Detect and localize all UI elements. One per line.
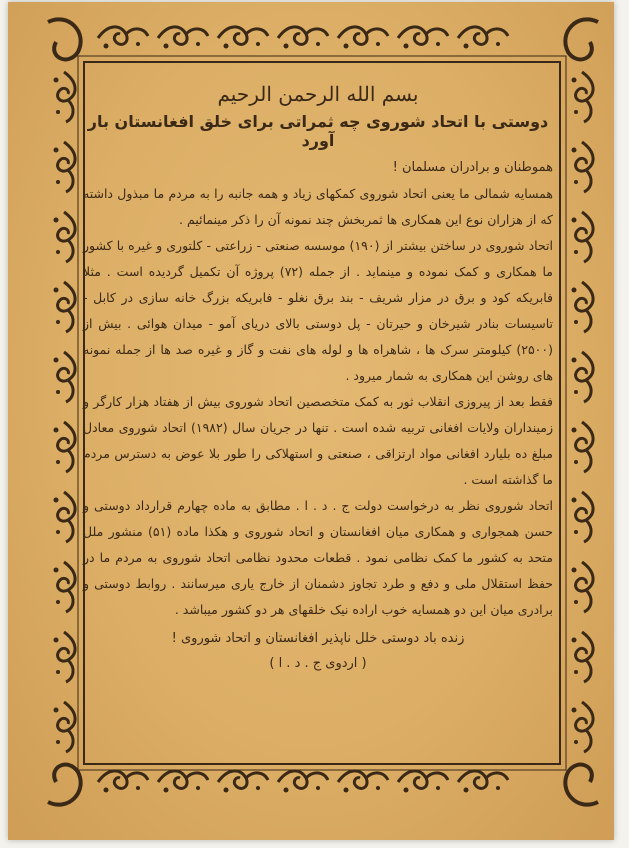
- closing-slogan: زنده باد دوستی خلل ناپذیر افغانستان و اتحاد شوروی !: [171, 631, 465, 646]
- leaflet-sheet: [8, 2, 614, 840]
- paragraph-4: اتحاد شوروی نظر به درخواست دولت ج . د . ا . مطابق به ماده چهارم قرارداد دوستی و حسن همجواری و همکاری میان افغانستان و اتحاد شوروی و هکذا ماده (۵۱) منشور ملل متحد به کشور ما کمک نظامی نمود . قطعات محدود نظامی اتحاد شوروی به مردم ما در حفظ استقلال ملی و دفع و طرد تجاوز دشمنان از خارج یاری میرسانند . روابط دوستی و برادری میان این دو همسایه خوب اراده نیک خلقهای هر دو کشور میباشد .: [83, 498, 553, 617]
- paragraph-3: فقط بعد از پیروزی انقلاب ثور به کمک متخصصین اتحاد شوروی بیش از هفتاد هزار کارگر و زمینداران ولایات افغانی تربیه شده است . تنها در جریان سال (۱۹۸۲) اتحاد شوروی معادل مبلغ ده بلیارد افغانی مواد ارتزاقی ، صنعتی و استهلاکی را طور بلا عوض به دسترس مردم ما گذاشته است .: [83, 394, 553, 487]
- signature: ( اردوی ج . د . ا ): [269, 656, 367, 671]
- bismillah-heading: بسم الله الرحمن الرحیم: [217, 82, 419, 106]
- leaflet-text: [83, 82, 553, 692]
- leaflet-title: دوستی با اتحاد شوروی چه ثمراتی برای خلق افغانستان بار آورد: [87, 112, 549, 150]
- paragraph-2: اتحاد شوروی در ساختن بیشتر از (۱۹۰) موسسه صنعتی - زراعتی - کلتوری و غیره با کشور ما همکاری و کمک نموده و مینماید . از جمله (۷۲) پروژه آن تکمیل گردیده است . مثلا فابریکه کود و برق در مزار شریف - بند برق نغلو - فابریکه بزرگ خانه سازی در کابل - تاسیسات بنادر شیرخان و حیرتان - پل دوستی بالای دریای آمو - میدان هوائی . بیش از (۲۵۰۰) کیلومتر سرک ها ، شاهراه ها و لوله های نفت و گاز و غیره صد ها از جمله نمونه های روشن این همکاری به شمار میرود .: [83, 238, 553, 383]
- paragraph-1: همسایه شمالی ما یعنی اتحاد شوروی کمکهای زیاد و همه جانبه را به مردم ما مبذول داشته که از هزاران نوع این همکاری ها ثمربخش چند نمونه آن را ذکر مینمائیم .: [83, 186, 553, 227]
- salutation: هموطنان و برادران مسلمان !: [392, 160, 553, 175]
